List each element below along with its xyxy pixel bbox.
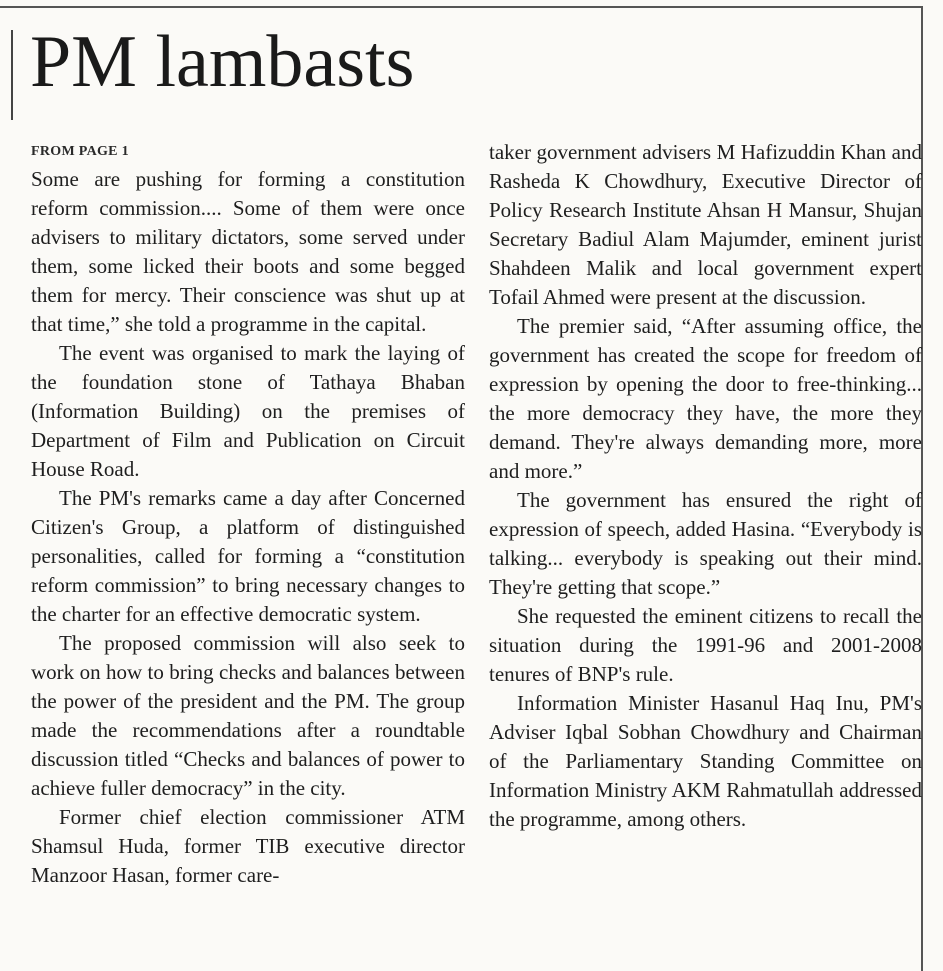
headline: PM lambasts [30, 21, 415, 103]
paragraph: Information Minister Hasanul Haq Inu, PM's Adviser Iqbal Sobhan Chowdhury and Chairman of the Parliamentary Standing Committee on Information Ministry AKM Rahmatullah addressed the programme, among others. [489, 691, 922, 831]
paragraph: The proposed commission will also seek to work on how to bring checks and balances between the power of the president and the PM. The group made the recommendations after a roundtable discussion titled “Checks and balances of power to achieve fuller democracy” in the city. [31, 631, 465, 800]
paragraph: She requested the eminent citizens to recall the situation during the 1991-96 and 2001-2008 tenures of BNP's rule. [489, 604, 922, 686]
paragraph-continued: taker government advisers M Hafizuddin Khan and Rasheda K Chowdhury, Executive Director of Policy Research Institute Ahsan H Mansur, Shujan Secretary Badiul Alam Majumder, eminent jurist Shahdeen Malik and local government expert Tofail Ahmed were present at the discussion. [489, 140, 922, 309]
article-column-right [489, 138, 922, 834]
paragraph: The PM's remarks came a day after Concerned Citizen's Group, a platform of distinguished personalities, called for forming a “constitution reform commission” to bring necessary changes to the charter for an effective democratic system. [31, 486, 465, 626]
dateline: FROM PAGE 1 [31, 144, 129, 159]
paragraph: Former chief election commissioner ATM Shamsul Huda, former TIB executive director Manzoor Hasan, former care- [31, 805, 465, 887]
paragraph: The government has ensured the right of expression of speech, added Hasina. “Everybody is talking... everybody is speaking out their mind. They're getting that scope.” [489, 488, 922, 599]
top-border-rule [0, 6, 922, 8]
paragraph: The event was organised to mark the laying of the foundation stone of Tathaya Bhaban (Information Building) on the premises of Department of Film and Publication on Circuit House Road. [31, 341, 465, 481]
left-margin-rule [11, 30, 13, 120]
paragraph: The premier said, “After assuming office, the government has created the scope for freedom of expression by opening the door to free-thinking... the more democracy they have, the more they demand. They're always demanding more, more and more.” [489, 314, 922, 483]
paragraph: Some are pushing for forming a constitution reform commission.... Some of them were once advisers to military dictators, some served under them, some licked their boots and some begged them for mercy. Their conscience was shut up at that time,” she told a programme in the capital. [31, 167, 465, 336]
article-column-left [31, 138, 465, 890]
